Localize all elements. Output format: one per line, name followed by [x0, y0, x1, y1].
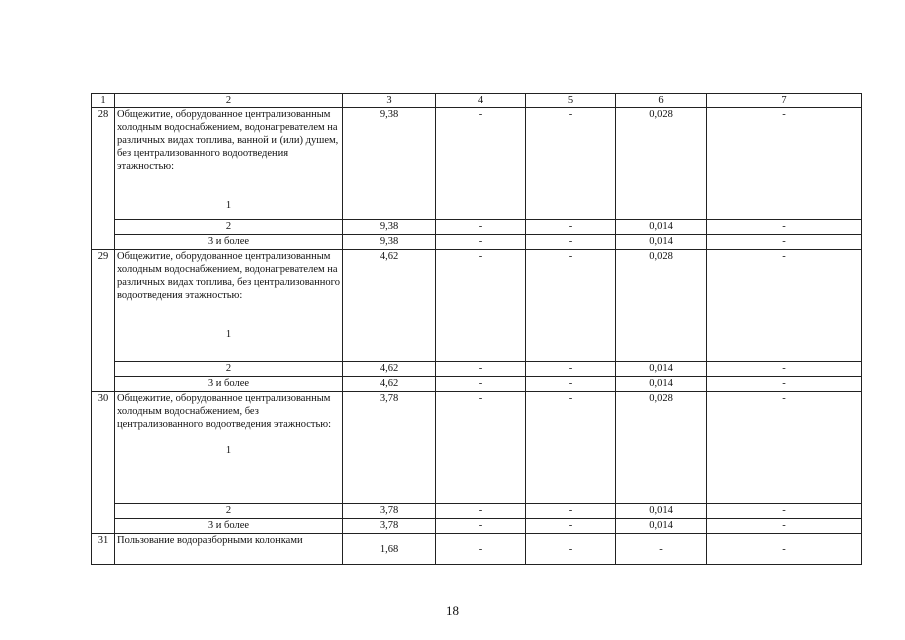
value-col3: 4,62 — [343, 362, 436, 377]
row-number: 28 — [92, 108, 115, 250]
value-col5: - — [526, 377, 616, 392]
description-text: Общежитие, оборудованное централизованным холодным водоснабжением, водонагревателем на различных видах топлива, ванной и (или) душем, без централизованного водоотведения этажностью: — [117, 109, 339, 172]
value-col6: - — [616, 534, 707, 565]
value-col6: 0,014 — [616, 519, 707, 534]
value-col4: - — [436, 108, 526, 220]
table-row — [92, 519, 862, 534]
description-text: Общежитие, оборудованное централизованным холодным водоснабжением, водонагревателем на различных видах топлива, без централизованного водоотведения этажностью: — [117, 251, 340, 301]
value-col6: 0,014 — [616, 362, 707, 377]
value-col4: - — [436, 534, 526, 565]
header-row — [92, 94, 862, 108]
value-col6: 0,028 — [616, 108, 707, 220]
table-row — [92, 250, 862, 362]
table-row — [92, 504, 862, 519]
value-col3: 3,78 — [343, 504, 436, 519]
header-cell-6: 6 — [616, 94, 707, 108]
page-number: 18 — [446, 603, 459, 618]
floor-label: 3 и более — [115, 235, 343, 250]
tariff-table — [91, 93, 862, 565]
table-row — [92, 392, 862, 504]
value-col6: 0,028 — [616, 250, 707, 362]
value-col5: - — [526, 220, 616, 235]
row-description — [115, 250, 343, 362]
header-cell-7: 7 — [707, 94, 862, 108]
floor-label: 3 и более — [115, 519, 343, 534]
value-col7: - — [707, 220, 862, 235]
value-col5: - — [526, 504, 616, 519]
value-col4: - — [436, 519, 526, 534]
value-col6: 0,014 — [616, 235, 707, 250]
value-col5: - — [526, 250, 616, 362]
value-col4: - — [436, 504, 526, 519]
floor-label: 1 — [225, 329, 232, 340]
value-col7: - — [707, 108, 862, 220]
row-description — [115, 108, 343, 220]
value-col3: 3,78 — [343, 392, 436, 504]
table-row — [92, 377, 862, 392]
header-cell-5: 5 — [526, 94, 616, 108]
value-col3: 9,38 — [343, 235, 436, 250]
value-col5: - — [526, 534, 616, 565]
table-row — [92, 362, 862, 377]
value-col7: - — [707, 534, 862, 565]
value-col6: 0,014 — [616, 504, 707, 519]
floor-label: 1 — [225, 445, 232, 456]
row-number: 30 — [92, 392, 115, 534]
floor-label: 1 — [225, 200, 232, 211]
header-cell-4: 4 — [436, 94, 526, 108]
row-description: Пользование водоразборными колонками — [115, 534, 343, 565]
value-col7: - — [707, 392, 862, 504]
header-cell-2: 2 — [115, 94, 343, 108]
value-col3: 1,68 — [343, 534, 436, 565]
value-col4: - — [436, 250, 526, 362]
value-col5: - — [526, 519, 616, 534]
value-col4: - — [436, 220, 526, 235]
row-number: 29 — [92, 250, 115, 392]
value-col6: 0,014 — [616, 377, 707, 392]
floor-label: 2 — [115, 504, 343, 519]
value-col3: 3,78 — [343, 519, 436, 534]
floor-label: 3 и более — [115, 377, 343, 392]
value-col6: 0,028 — [616, 392, 707, 504]
header-cell-3: 3 — [343, 94, 436, 108]
value-col5: - — [526, 235, 616, 250]
value-col4: - — [436, 362, 526, 377]
value-col3: 4,62 — [343, 377, 436, 392]
table-row — [92, 235, 862, 250]
value-col5: - — [526, 108, 616, 220]
value-col4: - — [436, 377, 526, 392]
value-col7: - — [707, 519, 862, 534]
value-col7: - — [707, 377, 862, 392]
table-row — [92, 108, 862, 220]
value-col3: 4,62 — [343, 250, 436, 362]
value-col7: - — [707, 504, 862, 519]
floor-label: 2 — [115, 362, 343, 377]
value-col7: - — [707, 362, 862, 377]
table-row — [92, 220, 862, 235]
value-col5: - — [526, 392, 616, 504]
value-col5: - — [526, 362, 616, 377]
row-number: 31 — [92, 534, 115, 565]
value-col3: 9,38 — [343, 220, 436, 235]
description-text: Общежитие, оборудованное централизованным холодным водоснабжением, без централизованного водоотведения этажностью: — [117, 393, 332, 430]
value-col7: - — [707, 250, 862, 362]
floor-label: 2 — [115, 220, 343, 235]
value-col4: - — [436, 392, 526, 504]
row-description — [115, 392, 343, 504]
value-col7: - — [707, 235, 862, 250]
value-col4: - — [436, 235, 526, 250]
table-row — [92, 534, 862, 565]
header-cell-1: 1 — [92, 94, 115, 108]
value-col3: 9,38 — [343, 108, 436, 220]
value-col6: 0,014 — [616, 220, 707, 235]
